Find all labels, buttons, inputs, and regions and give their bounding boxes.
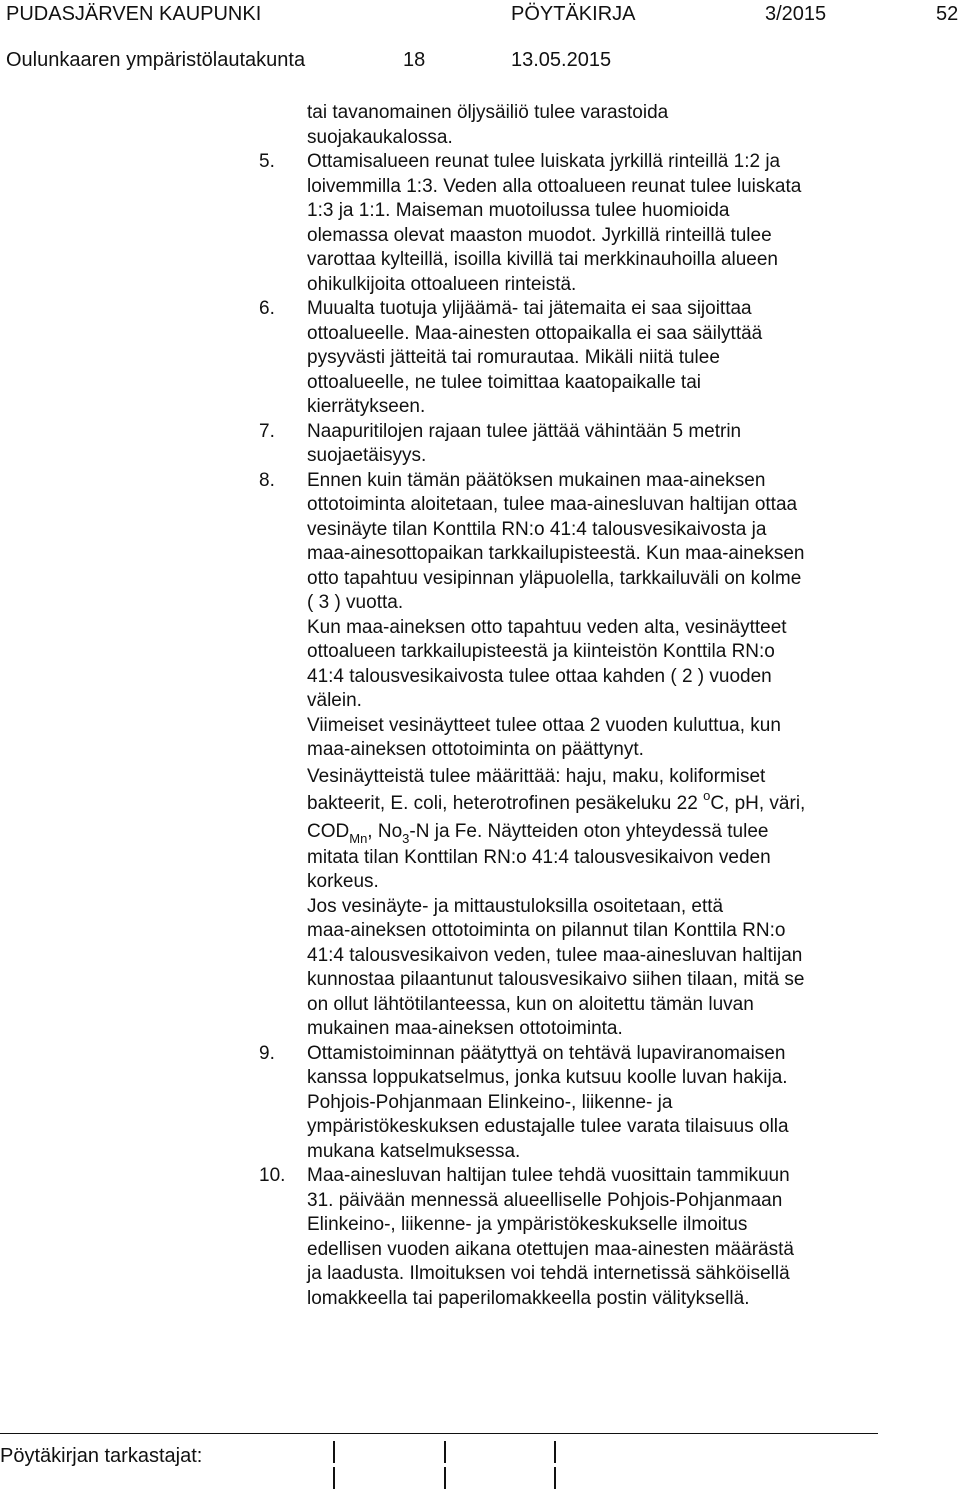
item-8-paragraph-5: Jos vesinäyte- ja mittaustuloksilla osoitetaan, että maa-aineksen ottotoiminta on pilannut tilan Konttila RN:o 41:4 talousvesikaivon veden, tulee maa-ainesluvan haltijan kunnostaa pilaantunut talousvesikaivo siihen tilaan, mitä se on ollut lähtötilanteessa, kun on aloitettu tämän luvan mukainen maa-aineksen ottotoiminta. — [307, 895, 805, 1039]
signature-divider — [333, 1441, 335, 1463]
intro-paragraph: tai tavanomainen öljysäiliö tulee varastoida suojakaukalossa. — [307, 102, 669, 148]
header-document-number: 3/2015 — [765, 3, 827, 25]
minutes-body — [259, 101, 907, 1311]
text: , No — [367, 820, 403, 842]
item-text: Ottamistoiminnan päätyttyä on tehtävä lupaviranomaisen kanssa loppukatselmus, jonka kutsuu koolle luvan hakija. Pohjois-Pohjanmaan Elinkeino-, liikenne- ja ympäristökeskuksen edustajalle tulee varata tilaisuus olla mukana katselmuksessa. — [307, 1042, 789, 1162]
footer-rule — [0, 1433, 878, 1434]
list-item-7 — [259, 420, 907, 469]
item-8-paragraph-1: Ennen kuin tämän päätöksen mukainen maa-aineksen ottotoiminta aloitetaan, tulee maa-ainesluvan haltijan ottaa vesinäyte tilan Konttila RN:o 41:4 talousvesikaivosta ja maa-ainesottopaikan tarkkailupisteestä. Kun maa-aineksen otto tapahtuu vesipinnan yläpuolella, tarkkailuväli on kolme ( 3 ) vuotta. — [307, 469, 805, 613]
text: -N ja Fe. Näytteiden oton yhteydessä tulee — [409, 820, 769, 842]
header-date: 13.05.2015 — [511, 49, 612, 71]
header-section-number: 18 — [403, 49, 426, 71]
header-organization: PUDASJÄRVEN KAUPUNKI — [6, 3, 262, 25]
signature-divider — [554, 1441, 556, 1463]
list-item-9 — [259, 1042, 907, 1165]
item-number: 6. — [259, 298, 275, 319]
list-item-6 — [259, 297, 907, 420]
list-item-5 — [259, 150, 907, 297]
item-number: 7. — [259, 420, 275, 442]
signature-divider — [554, 1467, 556, 1489]
header-page-number: 52 — [936, 3, 959, 25]
item-number: 10. — [259, 1165, 286, 1186]
list-item-8 — [259, 469, 907, 1042]
header-committee: Oulunkaaren ympäristölautakunta — [6, 49, 306, 71]
line — [307, 763, 907, 790]
footer-inspectors-label: Pöytäkirjan tarkastajat: — [0, 1445, 203, 1467]
line — [307, 818, 907, 846]
item-number: 8. — [259, 469, 275, 491]
header-document-type: PÖYTÄKIRJA — [511, 3, 636, 25]
signature-divider — [444, 1441, 446, 1463]
item-text: Ottamisalueen reunat tulee luiskata jyrkillä rinteillä 1:2 ja loivemmilla 1:3. Veden alla ottoalueen reunat tulee luiskata 1:3 ja 1:1. Maiseman muotoilussa tulee huomioida olemassa olevat maaston muodot. Jyrkillä rinteillä tulee varottaa kylteillä, isoilla kivillä tai merkkinauhoilla alueen ohikulkijoita ottoalueen rinteistä. — [307, 151, 802, 295]
item-8-paragraph-4 — [307, 763, 907, 846]
item-8-paragraph-3: Viimeiset vesinäytteet tulee ottaa 2 vuoden kuluttua, kun maa-aineksen ottotoiminta on päättynyt. — [307, 714, 781, 760]
list-item-10 — [259, 1164, 907, 1311]
item-number: 9. — [259, 1042, 275, 1064]
item-text: Naapuritilojen rajaan tulee jättää vähintään 5 metrin suojaetäisyys. — [307, 420, 742, 466]
item-8-paragraph-4-cont: mitata tilan Konttilan RN:o 41:4 talousvesikaivon veden korkeus. — [307, 846, 771, 892]
signature-divider — [333, 1467, 335, 1489]
text: bakteerit, E. coli, heterotrofinen pesäkeluku 22 — [307, 792, 704, 814]
text: COD — [307, 820, 350, 842]
item-8-paragraph-2: Kun maa-aineksen otto tapahtuu veden alta, vesinäytteet ottoalueen tarkkailupisteestä ja kiinteistön Konttila RN:o 41:4 talousvesikaivosta tulee ottaa kahden ( 2 ) vuoden välein. — [307, 616, 787, 711]
signature-divider — [444, 1467, 446, 1489]
line — [307, 787, 907, 818]
item-number: 5. — [259, 151, 275, 172]
item-text: Maa-ainesluvan haltijan tulee tehdä vuosittain tammikuun 31. päivään mennessä alueelliselle Pohjois-Pohjanmaan Elinkeino-, liikenne- ja ympäristökeskukselle ilmoitus edellisen vuoden aikana otettujen maa-ainesten määrästä ja laadusta. Ilmoituksen voi tehdä internetissä sähköisellä lomakkeella tai paperilomakkeella postin välityksellä. — [307, 1165, 794, 1309]
three-subscript: 3 — [402, 830, 410, 846]
degree-superscript: o — [703, 787, 711, 803]
text: Vesinäytteistä tulee määrittää: haju, maku, koliformiset — [307, 765, 766, 787]
text: C, pH, väri, — [710, 792, 806, 814]
item-text: Muualta tuotuja ylijäämä- tai jätemaita ei saa sijoittaa ottoalueelle. Maa-ainesten ottopaikalla ei saa säilyttää pysyvästi jätteitä tai romurautaa. Mikäli niitä tulee ottoalueelle, ne tulee toimittaa kaatopaikalle tai kierrätykseen. — [307, 298, 763, 417]
mn-subscript: Mn — [349, 830, 368, 846]
